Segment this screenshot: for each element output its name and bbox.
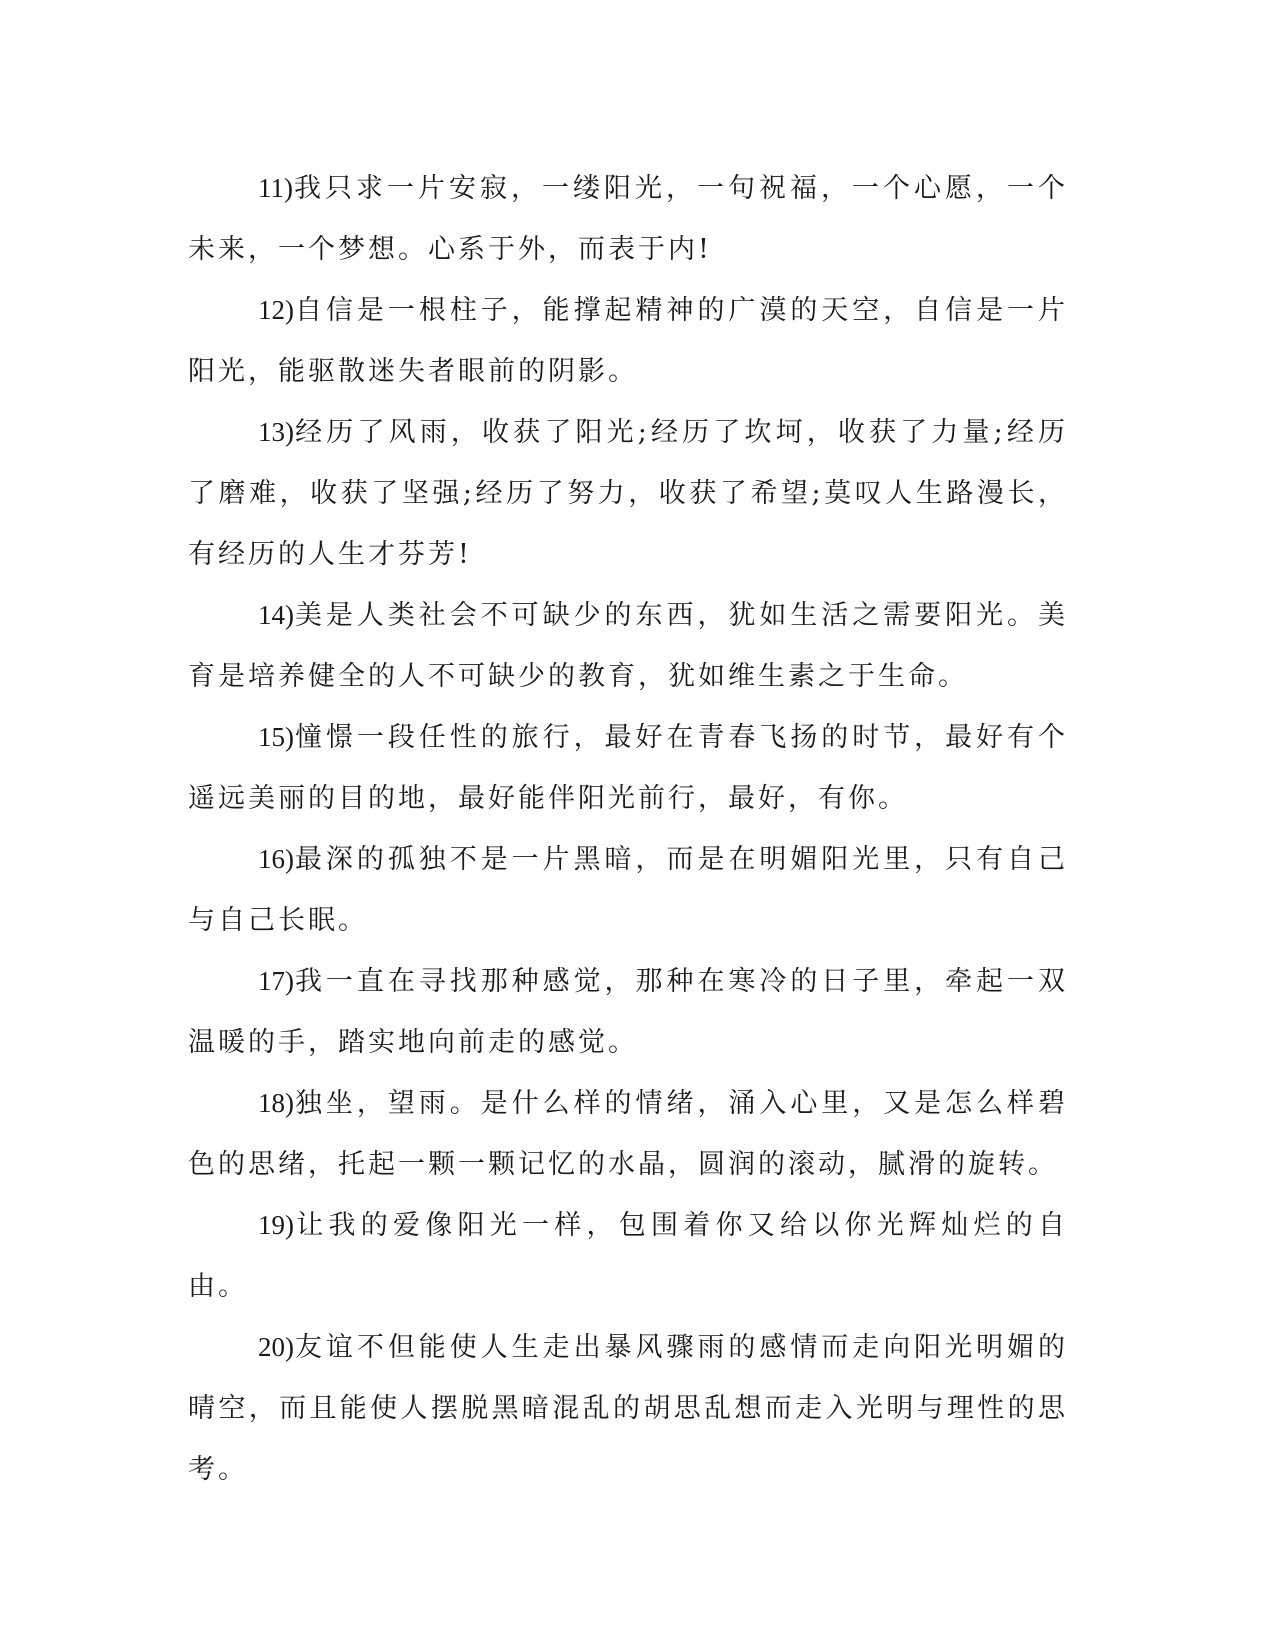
paragraph-13 <box>188 402 1068 585</box>
paragraph-number: 16) <box>258 844 294 874</box>
paragraph-17 <box>188 951 1068 1073</box>
paragraph-text: 憧憬一段任性的旅行，最好在青春飞扬的时节，最好有个遥远美丽的目的地，最好能伴阳光前行，最好，有你。 <box>188 722 1068 814</box>
document-body <box>188 158 1068 1500</box>
paragraph-text: 让我的爱像阳光一样，包围着你又给以你光辉灿烂的自由。 <box>188 1210 1068 1302</box>
paragraph-number: 20) <box>258 1332 294 1362</box>
paragraph-text: 我一直在寻找那种感觉，那种在寒冷的日子里，牵起一双温暖的手，踏实地向前走的感觉。 <box>188 966 1068 1058</box>
paragraph-text: 友谊不但能使人生走出暴风骤雨的感情而走向阳光明媚的晴空，而且能使人摆脱黑暗混乱的胡思乱想而走入光明与理性的思考。 <box>188 1332 1068 1485</box>
paragraph-16 <box>188 829 1068 951</box>
paragraph-text: 美是人类社会不可缺少的东西，犹如生活之需要阳光。美育是培养健全的人不可缺少的教育，犹如维生素之于生命。 <box>188 600 1068 692</box>
paragraph-number: 14) <box>258 600 294 630</box>
paragraph-number: 18) <box>258 1088 294 1118</box>
paragraph-number: 17) <box>258 966 294 996</box>
paragraph-18 <box>188 1073 1068 1195</box>
paragraph-text: 自信是一根柱子，能撑起精神的广漠的天空，自信是一片阳光，能驱散迷失者眼前的阴影。 <box>188 295 1068 387</box>
paragraph-text: 最深的孤独不是一片黑暗，而是在明媚阳光里，只有自己与自己长眠。 <box>188 844 1068 936</box>
paragraph-19 <box>188 1195 1068 1317</box>
paragraph-number: 13) <box>258 417 294 447</box>
paragraph-11 <box>188 158 1068 280</box>
paragraph-20 <box>188 1317 1068 1500</box>
paragraph-number: 19) <box>258 1210 294 1240</box>
paragraph-number: 12) <box>258 295 294 325</box>
paragraph-14 <box>188 585 1068 707</box>
paragraph-number: 15) <box>258 722 294 752</box>
paragraph-12 <box>188 280 1068 402</box>
paragraph-text: 经历了风雨，收获了阳光;经历了坎坷，收获了力量;经历了磨难，收获了坚强;经历了努力，收获了希望;莫叹人生路漫长，有经历的人生才芬芳! <box>188 417 1068 570</box>
paragraph-text: 独坐，望雨。是什么样的情绪，涌入心里，又是怎么样碧色的思绪，托起一颗一颗记忆的水晶，圆润的滚动，腻滑的旋转。 <box>188 1088 1068 1180</box>
paragraph-number: 11) <box>258 173 293 203</box>
paragraph-15 <box>188 707 1068 829</box>
paragraph-text: 我只求一片安寂，一缕阳光，一句祝福，一个心愿，一个未来，一个梦想。心系于外，而表于内! <box>188 173 1068 265</box>
